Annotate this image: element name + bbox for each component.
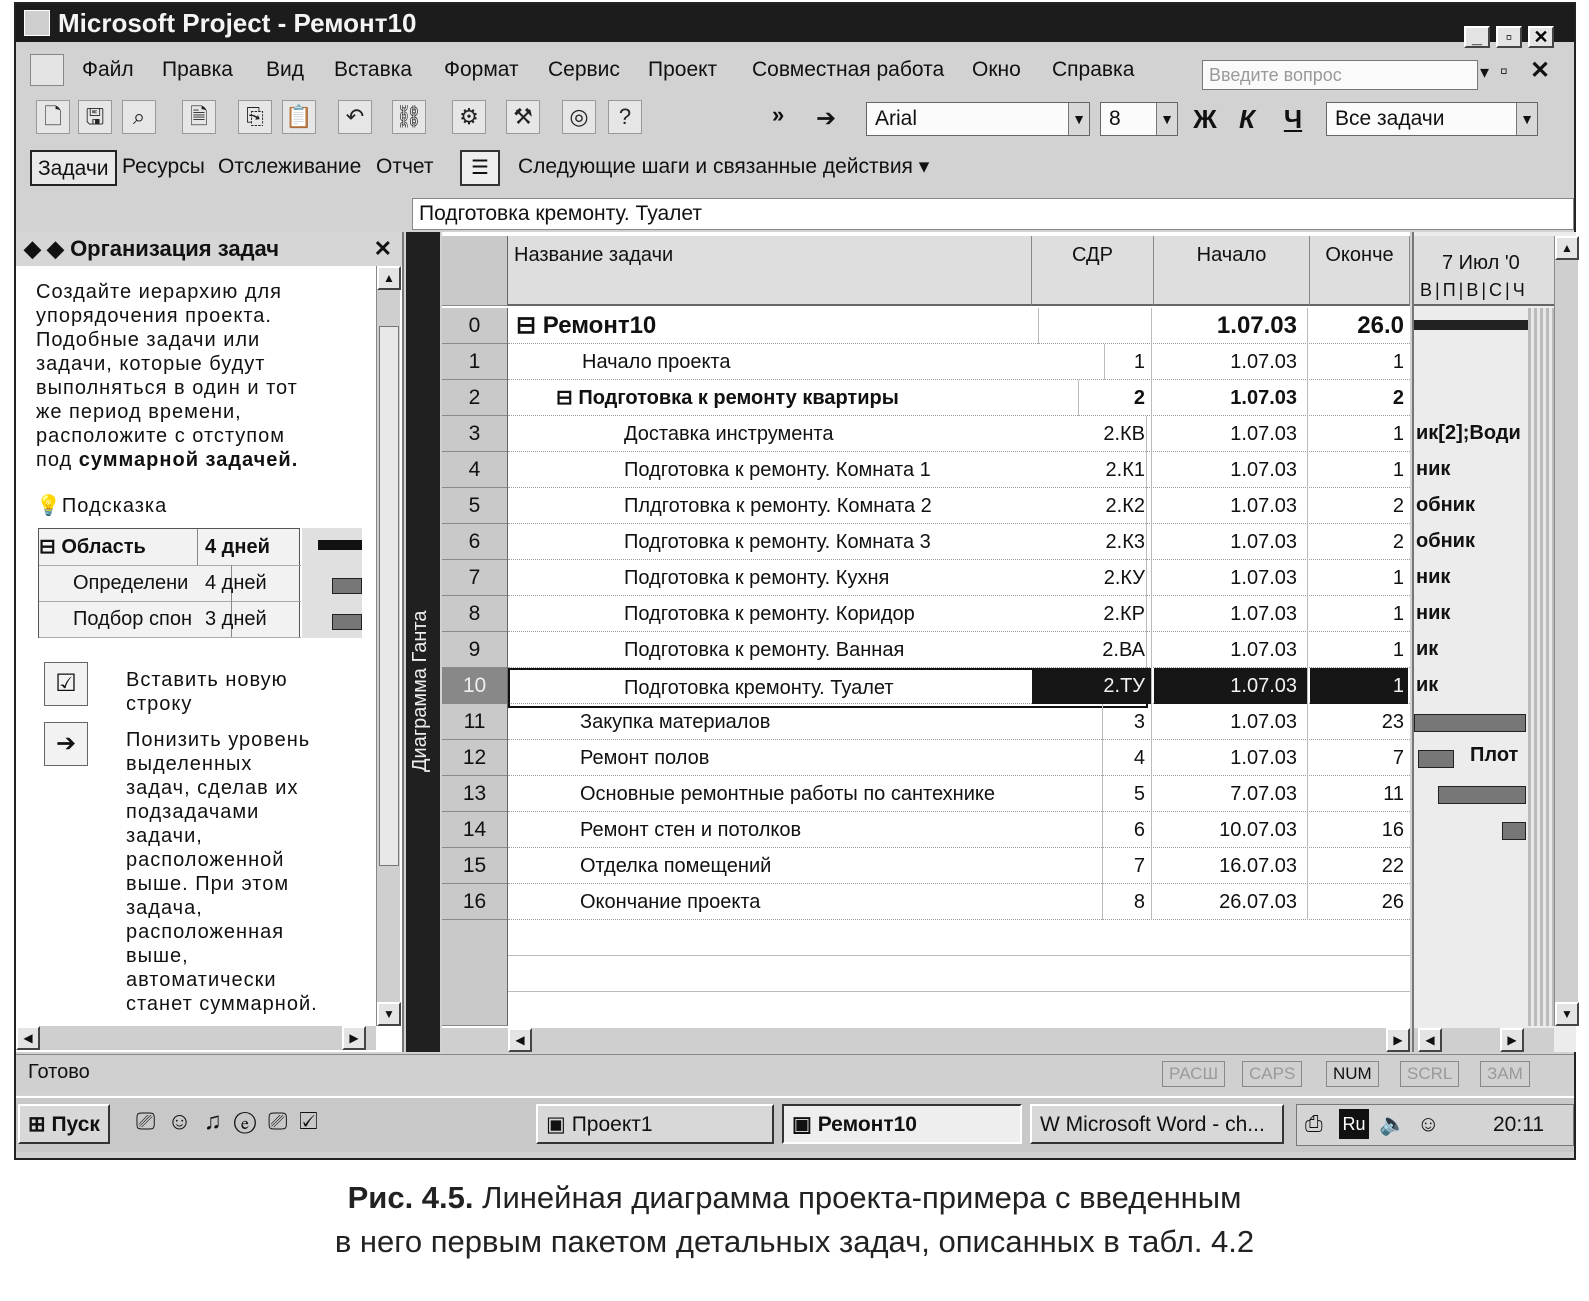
column-header-start[interactable]: Начало (1154, 236, 1310, 306)
timescale-header (1414, 236, 1554, 306)
table-row[interactable]: Отделка помещений 7 16.07.03 22 (508, 848, 1410, 884)
folder-icon[interactable]: ⎚ (268, 1108, 300, 1135)
table-row[interactable]: ⊟ Подготовка к ремонту квартиры 2 1.07.03 2 (508, 380, 1410, 416)
gantt-label: ик[2];Води (1416, 422, 1521, 444)
table-row[interactable]: Подготовка к ремонту. Кухня 2.КУ 1.07.03 1 (508, 560, 1410, 596)
filter-select[interactable] (1326, 102, 1538, 136)
close-doc-icon[interactable]: ✕ (1530, 57, 1551, 84)
more-buttons-icon[interactable]: » (772, 102, 785, 127)
pane-title: Организация задач (70, 236, 280, 261)
gantt-horizontal-scrollbar[interactable] (1414, 1028, 1554, 1052)
indicator-scrl: SCRL (1400, 1061, 1459, 1087)
example-gantt (302, 528, 362, 638)
paste-icon[interactable]: 📋 (282, 100, 316, 134)
chevron-down-icon[interactable]: ▼ (1516, 103, 1537, 135)
insert-row-icon[interactable]: ☑ (44, 662, 88, 706)
gantt-label: ик (1416, 638, 1439, 660)
gantt-chart (1412, 232, 1576, 1052)
scroll-left-icon[interactable]: ◀ (16, 1026, 40, 1050)
pane-description: Создайте иерархию для упорядочения проекта. Подобные задачи или задачи, которые будут выполняться в один и тот же период времени, расположите с отступом под суммарной задачей. (36, 281, 299, 471)
quick-launch[interactable] (136, 1108, 330, 1136)
project-summary-bar (1414, 320, 1528, 330)
table-row[interactable]: Ремонт полов 4 1.07.03 7 (508, 740, 1410, 776)
taskbar-word[interactable]: W Microsoft Word - ch... (1030, 1104, 1284, 1144)
table-row[interactable]: Доставка инструмента 2.КВ 1.07.03 1 (508, 416, 1410, 452)
browser-icon[interactable]: ⓔ (233, 1108, 269, 1135)
start-button[interactable]: ⊞ Пуск (18, 1104, 110, 1144)
menu-file[interactable]: Файл (82, 58, 134, 81)
table-horizontal-scrollbar[interactable] (442, 1028, 1410, 1052)
application-window (14, 2, 1576, 1160)
select-all-corner[interactable] (442, 236, 508, 306)
row-number[interactable]: 1 (442, 344, 508, 380)
project-guide-pane (16, 232, 404, 1052)
scroll-down-icon[interactable]: ▼ (377, 1002, 401, 1026)
table-row[interactable]: Подготовка к ремонту. Коридор 2.КР 1.07.03 1 (508, 596, 1410, 632)
row-number[interactable]: 7 (442, 560, 508, 596)
scroll-up-icon[interactable]: ▲ (1555, 236, 1579, 260)
taskbar-project1[interactable]: ▣ Проект1 (536, 1104, 774, 1144)
table-row[interactable]: ⊟ Ремонт10 1.07.03 26.0 (508, 308, 1410, 344)
underline-button[interactable]: Ч (1283, 104, 1303, 134)
empty-row-numbers (442, 920, 508, 1026)
table-row[interactable]: Окончание проекта 8 26.07.03 26 (508, 884, 1410, 920)
project-guide-toolbar (16, 144, 1574, 192)
row-number[interactable]: 3 (442, 416, 508, 452)
gantt-task-bar[interactable] (1414, 714, 1526, 732)
restore-button[interactable]: ▫ (1496, 26, 1522, 48)
gantt-label: обник (1416, 530, 1475, 552)
tasks-icon[interactable]: ☑ (299, 1108, 330, 1135)
menu-insert[interactable]: Вставка (334, 58, 413, 81)
summary-bar (318, 540, 362, 550)
search-icon[interactable]: ⌕ (122, 100, 156, 134)
empty-rows (508, 920, 1410, 1026)
row-number[interactable]: 9 (442, 632, 508, 668)
gantt-label: ник (1416, 566, 1451, 588)
italic-button[interactable]: К (1239, 104, 1255, 134)
menu-tools[interactable]: Сервис (548, 58, 620, 81)
new-icon[interactable]: 🗋 (36, 100, 70, 134)
language-indicator[interactable]: Ru (1339, 1109, 1369, 1139)
font-size-select[interactable] (1100, 102, 1178, 136)
nonworking-time-shading (1528, 308, 1554, 1026)
gantt-label: ник (1416, 458, 1451, 480)
table-row[interactable]: Плдготовка к ремонту. Комната 2 2.К2 1.07.03 2 (508, 488, 1410, 524)
system-tray (1296, 1104, 1574, 1146)
row-number[interactable]: 10 (442, 668, 508, 704)
ask-question-input[interactable]: Введите вопрос (1202, 60, 1478, 90)
scroll-right-icon[interactable]: ▶ (342, 1026, 366, 1050)
assign-resources-icon[interactable]: ⚒ (506, 100, 540, 134)
media-icon[interactable]: ♫ (203, 1108, 234, 1135)
scroll-right-icon[interactable]: ▶ (1500, 1028, 1524, 1052)
example-row-name: ⊟ Область (39, 529, 198, 565)
scroll-up-icon[interactable]: ▲ (377, 266, 401, 290)
indent-icon[interactable]: ➔ (44, 722, 88, 766)
column-header-finish[interactable]: Оконче (1310, 236, 1410, 306)
volume-icon[interactable]: 🔈 (1379, 1111, 1407, 1136)
row-number[interactable]: 2 (442, 380, 508, 416)
gantt-label: Плот (1470, 744, 1519, 766)
gantt-label: ник (1416, 602, 1451, 624)
indicator-num: NUM (1326, 1061, 1379, 1087)
clock: 20:11 (1493, 1113, 1544, 1136)
row-number[interactable]: 8 (442, 596, 508, 632)
task-info-icon[interactable]: ⚙ (452, 100, 486, 134)
chevron-down-icon[interactable]: ▼ (1156, 103, 1177, 135)
status-bar (16, 1054, 1574, 1090)
indicator-ovr: ЗАМ (1480, 1061, 1530, 1087)
minimize-button[interactable]: _ (1464, 26, 1490, 48)
indicator-ext: РАСШ (1162, 1061, 1225, 1087)
guide-tab-tasks[interactable]: Задачи (30, 150, 117, 186)
scroll-left-icon[interactable]: ◀ (508, 1028, 532, 1052)
guide-tab-tracking[interactable]: Отслеживание (218, 155, 362, 178)
insert-row-link[interactable]: Вставить новую строку (126, 669, 288, 715)
gantt-task-bar[interactable] (1502, 822, 1526, 840)
timescale-days: В|П|В|С|Ч (1420, 280, 1528, 300)
outline-arrow-icon[interactable]: ➔ (816, 105, 837, 132)
back-forward-icon[interactable]: ◆ ◆ (24, 236, 71, 261)
network-icon[interactable]: ⎙ (1305, 1111, 1323, 1136)
row-number[interactable]: 15 (442, 848, 508, 884)
windows-logo-icon: ⊞ (28, 1113, 52, 1136)
row-number[interactable]: 0 (442, 308, 508, 344)
guide-tab-report[interactable]: Отчет (376, 155, 434, 178)
messenger-tray-icon[interactable]: ☺ (1417, 1111, 1440, 1136)
menu-view[interactable]: Вид (266, 58, 304, 81)
lightbulb-icon: 💡 (36, 495, 62, 517)
collapse-icon[interactable]: ⊟ (516, 312, 543, 339)
table-row[interactable]: Закупка материалов 3 1.07.03 23 (508, 704, 1410, 740)
word-icon: W (1040, 1113, 1066, 1136)
entry-bar-input[interactable]: Подготовка кремонту. Туалет (412, 198, 1574, 230)
font-size-value: 8 (1109, 107, 1121, 130)
close-button[interactable]: ✕ (1528, 26, 1554, 48)
row-number[interactable]: 12 (442, 740, 508, 776)
next-steps-dropdown[interactable]: Следующие шаги и связанные действия ▾ (518, 155, 930, 178)
taskbar-remont10[interactable]: ▣ Ремонт10 (782, 1104, 1022, 1144)
pane-horizontal-scrollbar[interactable] (16, 1026, 376, 1050)
menu-collaborate[interactable]: Совместная работа (752, 58, 945, 81)
windows-taskbar (16, 1096, 1574, 1152)
gantt-wizard-icon[interactable]: ◎ (562, 100, 596, 134)
figure-caption-line1: Рис. 4.5. Линейная диаграмма проекта-примера с введенным (347, 1180, 1242, 1215)
menu-edit[interactable]: Правка (162, 58, 233, 81)
window-title: Microsoft Project - Ремонт10 (58, 8, 417, 38)
help-icon[interactable]: ? (608, 100, 642, 134)
row-number[interactable]: 13 (442, 776, 508, 812)
gantt-vertical-scrollbar[interactable] (1554, 236, 1578, 1026)
table-row[interactable]: Подготовка к ремонту. Комната 1 2.К1 1.07.03 1 (508, 452, 1410, 488)
scroll-right-icon[interactable]: ▶ (1386, 1028, 1410, 1052)
ask-dropdown-icon[interactable]: ▾ (1480, 62, 1490, 82)
table-row[interactable]: Начало проекта 1 1.07.03 1 (508, 344, 1410, 380)
column-header-wbs[interactable]: СДР (1032, 236, 1154, 306)
restore-doc-icon[interactable]: ▫ (1500, 58, 1508, 83)
column-header-name[interactable]: Название задачи (508, 236, 1032, 306)
chevron-down-icon[interactable]: ▼ (1068, 103, 1089, 135)
toggle-guide-icon[interactable]: ☰ (460, 150, 500, 186)
status-text: Готово (28, 1061, 90, 1083)
print-preview-icon[interactable]: 🗎 (182, 100, 216, 134)
link-icon[interactable]: ⛓ (392, 100, 426, 134)
standard-toolbar (16, 96, 1574, 142)
row-number[interactable]: 14 (442, 812, 508, 848)
task-bar (332, 578, 362, 594)
pane-header (16, 232, 402, 266)
row-number[interactable]: 4 (442, 452, 508, 488)
document-icon[interactable] (30, 54, 64, 86)
scroll-thumb[interactable] (379, 326, 399, 866)
scroll-left-icon[interactable]: ◀ (1418, 1028, 1442, 1052)
close-pane-icon[interactable]: ✕ (373, 236, 392, 261)
font-select[interactable] (866, 102, 1090, 136)
copy-icon[interactable]: ⎘ (238, 100, 272, 134)
guide-tab-resources[interactable]: Ресурсы (122, 155, 205, 178)
menu-format[interactable]: Формат (444, 58, 519, 81)
save-icon[interactable]: 🖫 (78, 100, 112, 134)
indicator-caps: CAPS (1242, 1061, 1302, 1087)
timescale-week: 7 Июл '0 (1442, 252, 1520, 274)
undo-icon[interactable]: ↶ (338, 100, 372, 134)
filter-value: Все задачи (1335, 107, 1445, 130)
pane-vertical-scrollbar[interactable] (376, 266, 400, 1026)
project-icon: ▣ (792, 1113, 818, 1136)
indent-link[interactable]: Понизить уровень выделенных задач, сделав их подзадачами задачи, расположенной выше. При этом задача, расположенная выше, автоматически станет суммарной. (126, 729, 318, 1015)
example-table: ⊟ Область 4 дней Определени 4 дней Подбор спон 3 дней (38, 528, 300, 638)
gantt-task-bar[interactable] (1438, 786, 1526, 804)
project-icon: ▣ (546, 1113, 572, 1136)
collapse-icon[interactable]: ⊟ (556, 387, 579, 409)
app-icon[interactable] (24, 10, 50, 36)
gantt-label: ик (1416, 674, 1439, 696)
table-row[interactable]: Подготовка к ремонту. Ванная 2.ВА 1.07.03 1 (508, 632, 1410, 668)
row-number[interactable]: 6 (442, 524, 508, 560)
task-bar (332, 614, 362, 630)
row-number[interactable]: 5 (442, 488, 508, 524)
messenger-icon[interactable]: ☺ (167, 1108, 204, 1135)
gantt-task-bar[interactable] (1418, 750, 1454, 768)
view-bar[interactable] (406, 232, 440, 1052)
gantt-label: обник (1416, 494, 1475, 516)
menu-project[interactable]: Проект (648, 58, 718, 81)
view-label: Диаграмма Ганта (409, 610, 431, 772)
menu-window[interactable]: Окно (972, 58, 1021, 81)
hint-label[interactable]: 💡Подсказка (36, 495, 168, 517)
scroll-down-icon[interactable]: ▼ (1555, 1002, 1579, 1026)
table-row[interactable]: Подготовка к ремонту. Комната 3 2.К3 1.07.03 2 (508, 524, 1410, 560)
table-row-selected[interactable]: Подготовка кремонту. Туалет 2.ТУ 1.07.03 1 (508, 668, 1410, 704)
figure-caption-line2: в него первым пакетом детальных задач, описанных в табл. 4.2 (334, 1224, 1255, 1259)
font-value: Arial (875, 107, 918, 130)
bold-button[interactable]: Ж (1193, 104, 1217, 134)
row-number[interactable]: 11 (442, 704, 508, 740)
table-row[interactable]: Ремонт стен и потолков 6 10.07.03 16 (508, 812, 1410, 848)
menu-help[interactable]: Справка (1052, 58, 1135, 81)
menu-bar (16, 48, 1574, 94)
table-row[interactable]: Основные ремонтные работы по сантехнике 5 7.07.03 11 (508, 776, 1410, 812)
desktop-icon[interactable]: ⎚ (136, 1108, 168, 1135)
title-bar (16, 4, 1574, 42)
task-table (442, 232, 1410, 1052)
row-number[interactable]: 16 (442, 884, 508, 920)
